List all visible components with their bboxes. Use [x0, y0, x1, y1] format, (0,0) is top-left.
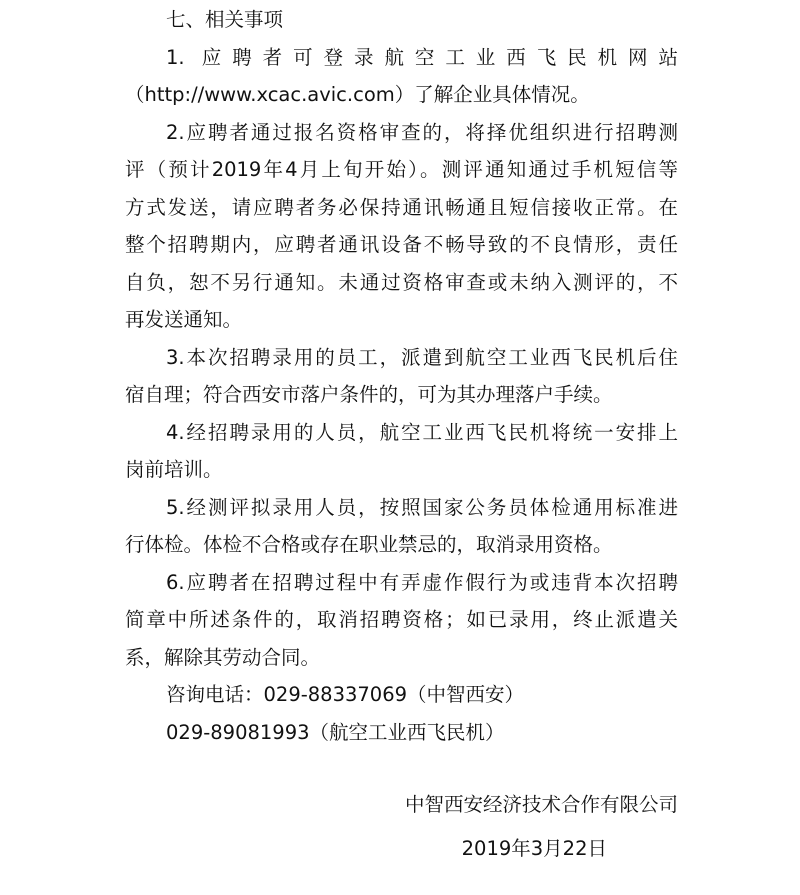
item-1-line-1: 1. 应聘者可登录航空工业西飞民机网站 — [166, 46, 678, 69]
item-2-line-5: 自负，恕不另行通知。未通过资格审查或未纳入测评的，不 — [125, 271, 678, 294]
item-6-line-2: 简章中所述条件的，取消招聘资格；如已录用，终止派遣关 — [125, 608, 678, 631]
signature-company: 中智西安经济技术合作有限公司 — [404, 793, 678, 816]
item-2-line-6: 再发送通知。 — [125, 308, 243, 331]
item-3-line-2: 宿自理；符合西安市落户条件的，可为其办理落户手续。 — [125, 383, 613, 406]
item-6-line-1: 6.应聘者在招聘过程中有弄虚作假行为或违背本次招聘 — [166, 571, 678, 594]
item-4-line-2: 岗前培训。 — [125, 458, 223, 481]
section-heading: 七、相关事项 — [166, 8, 284, 31]
contact-phone-line-2: 029-89081993（航空工业西飞民机） — [166, 721, 505, 744]
item-2-line-3: 方式发送，请应聘者务必保持通讯畅通且短信接收正常。在 — [125, 196, 678, 219]
contact-phone-line-1: 咨询电话：029-88337069（中智西安） — [166, 683, 525, 706]
signature-date: 2019年3月22日 — [461, 837, 607, 860]
item-2-line-2: 评（预计2019年4月上旬开始）。测评通知通过手机短信等 — [125, 158, 678, 181]
item-5-line-1: 5.经测评拟录用人员，按照国家公务员体检通用标准进 — [166, 496, 678, 519]
item-2-line-1: 2.应聘者通过报名资格审查的，将择优组织进行招聘测 — [166, 121, 678, 144]
item-6-line-3: 系，解除其劳动合同。 — [125, 646, 321, 669]
item-5-line-2: 行体检。体检不合格或存在职业禁忌的，取消录用资格。 — [125, 533, 613, 556]
item-4-line-1: 4.经招聘录用的人员，航空工业西飞民机将统一安排上 — [166, 421, 678, 444]
item-1-line-2: （http://www.xcac.avic.com）了解企业具体情况。 — [125, 83, 590, 106]
item-3-line-1: 3.本次招聘录用的员工，派遣到航空工业西飞民机后住 — [166, 346, 678, 369]
item-2-line-4: 整个招聘期内，应聘者通讯设备不畅导致的不良情形，责任 — [125, 233, 678, 256]
